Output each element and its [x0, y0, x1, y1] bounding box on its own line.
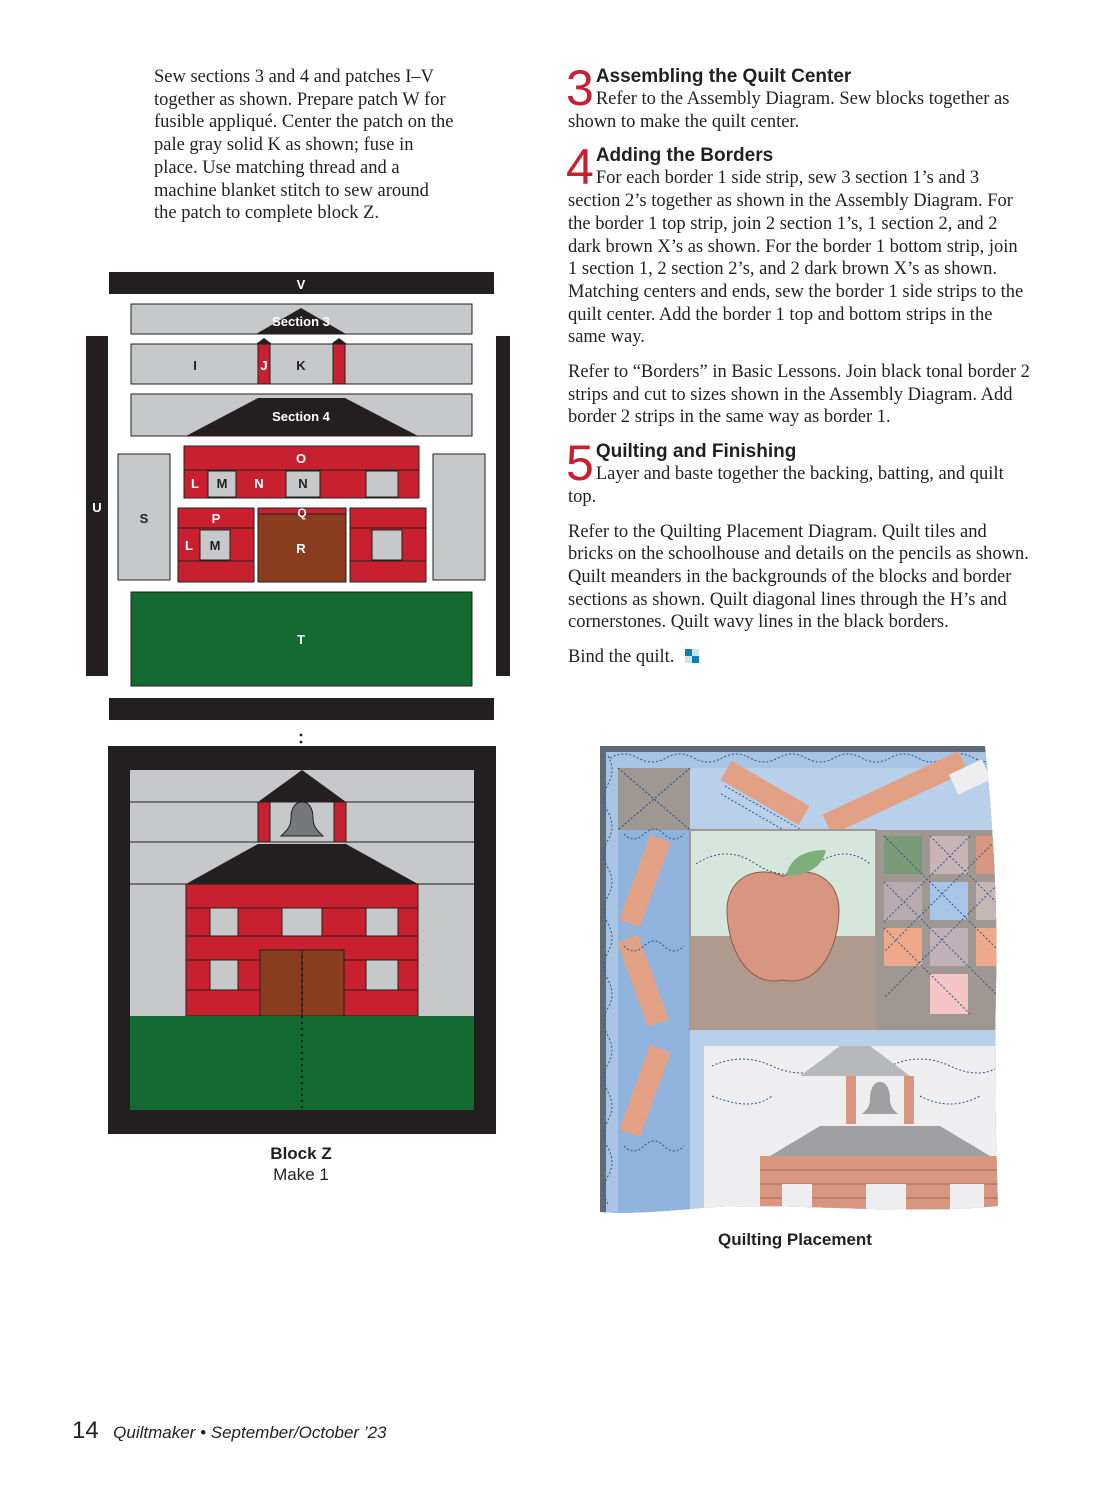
label-p: P: [211, 511, 221, 526]
label-t: T: [297, 632, 305, 647]
end-mark-icon: [685, 649, 699, 663]
step-title: Assembling the Quilt Center: [595, 66, 852, 87]
block-z-subtitle: Make 1: [273, 1165, 329, 1184]
patch-s-right: [433, 454, 485, 580]
label-l-bottom: L: [185, 538, 193, 553]
magazine-issue: Quiltmaker • September/October ’23: [113, 1423, 387, 1442]
step-text: Refer to the Assembly Diagram. Sew blocks together as shown to make the quilt center.: [568, 89, 1010, 132]
step-text: Layer and baste together the backing, batting, and quilt top.: [568, 464, 1004, 507]
label-j: J: [260, 358, 268, 373]
bell-tower-left-post: [258, 802, 270, 842]
j-cap-left: [256, 338, 272, 344]
j-cap-right: [331, 338, 347, 344]
label-k: K: [296, 358, 306, 373]
label-l-top: L: [191, 476, 199, 491]
step-number: 4: [566, 139, 594, 196]
step-number: 3: [566, 60, 594, 116]
apple-icon: [727, 872, 839, 981]
step-5: [566, 435, 1030, 508]
step-text: For each border 1 side strip, sew 3 section 1’s and 3 section 2’s together as shown in the Assembly Diagram. For the border 1 top strip, join 2 section 1’s, 1 section 2, and 2 dark brown X’s as shown. For the border 1 bottom strip, join 1 section 1, 2 section 2’s, and 2 dark brown X’s as shown. Matching centers and ends, sew the border 1 side strips to the quilt center. Add the border 1 top and bottom strips in the same way.: [568, 168, 1024, 348]
label-section-3: Section 3: [272, 314, 330, 329]
patch-j-right: [333, 344, 345, 384]
page-number: 14: [72, 1417, 99, 1444]
block-z-title: Block Z: [270, 1144, 332, 1163]
instructions-column: [566, 60, 1030, 681]
block-z-caption: [230, 1143, 372, 1185]
intro-paragraph: Sew sections 3 and 4 and patches I–V together as shown. Prepare patch W for fusible appliqué. Center the patch on the pale gray solid K as shown; fuse in place. Use matching thread and a machine blanket stitch to sew around the patch to complete block Z.: [154, 67, 454, 224]
quilting-placement-caption: Quilting Placement: [718, 1230, 872, 1249]
quilting-placement-diagram: [600, 746, 1000, 1216]
label-i: I: [193, 358, 197, 373]
label-m-bottom: M: [209, 538, 221, 553]
step-4: [566, 139, 1030, 349]
block-z-diagram: [108, 746, 496, 1134]
label-r: R: [296, 541, 306, 556]
bell-tower-right-post: [334, 802, 346, 842]
page-footer: [72, 1417, 387, 1445]
patch-v-bottom: [109, 698, 494, 720]
step-title: Adding the Borders: [595, 145, 774, 167]
step-number: 5: [566, 435, 594, 492]
label-m-top: M: [216, 476, 228, 491]
label-n-right: N: [298, 476, 308, 491]
label-s: S: [139, 511, 149, 526]
step-5-paragraph-2: Refer to the Quilting Placement Diagram. Quilt tiles and bricks on the schoolhouse and details on the pencils as shown. Quilt meanders in the backgrounds of the blocks and border sections as shown. Quilt diagonal lines through the H’s and cornerstones. Quilt wavy lines in the black borders.: [568, 521, 1029, 633]
patch-u-right: [496, 336, 510, 676]
label-section-4: Section 4: [272, 409, 330, 424]
label-q: Q: [297, 506, 307, 520]
center-mark: [296, 732, 306, 746]
step-4-paragraph-2: Refer to “Borders” in Basic Lessons. Join black tonal border 2 strips and cut to sizes shown in the Assembly Diagram. Add border 2 strips in the same way as border 1.: [568, 362, 1030, 428]
label-o: O: [295, 451, 307, 466]
step-3: [566, 60, 1030, 133]
assembly-diagram: [80, 268, 510, 728]
label-v: V: [296, 277, 306, 292]
bind-line: [568, 646, 1030, 669]
label-u: U: [92, 500, 102, 515]
bind-text: Bind the quilt.: [568, 647, 675, 668]
label-n-left: N: [254, 476, 264, 491]
step-title: Quilting and Finishing: [595, 441, 797, 463]
